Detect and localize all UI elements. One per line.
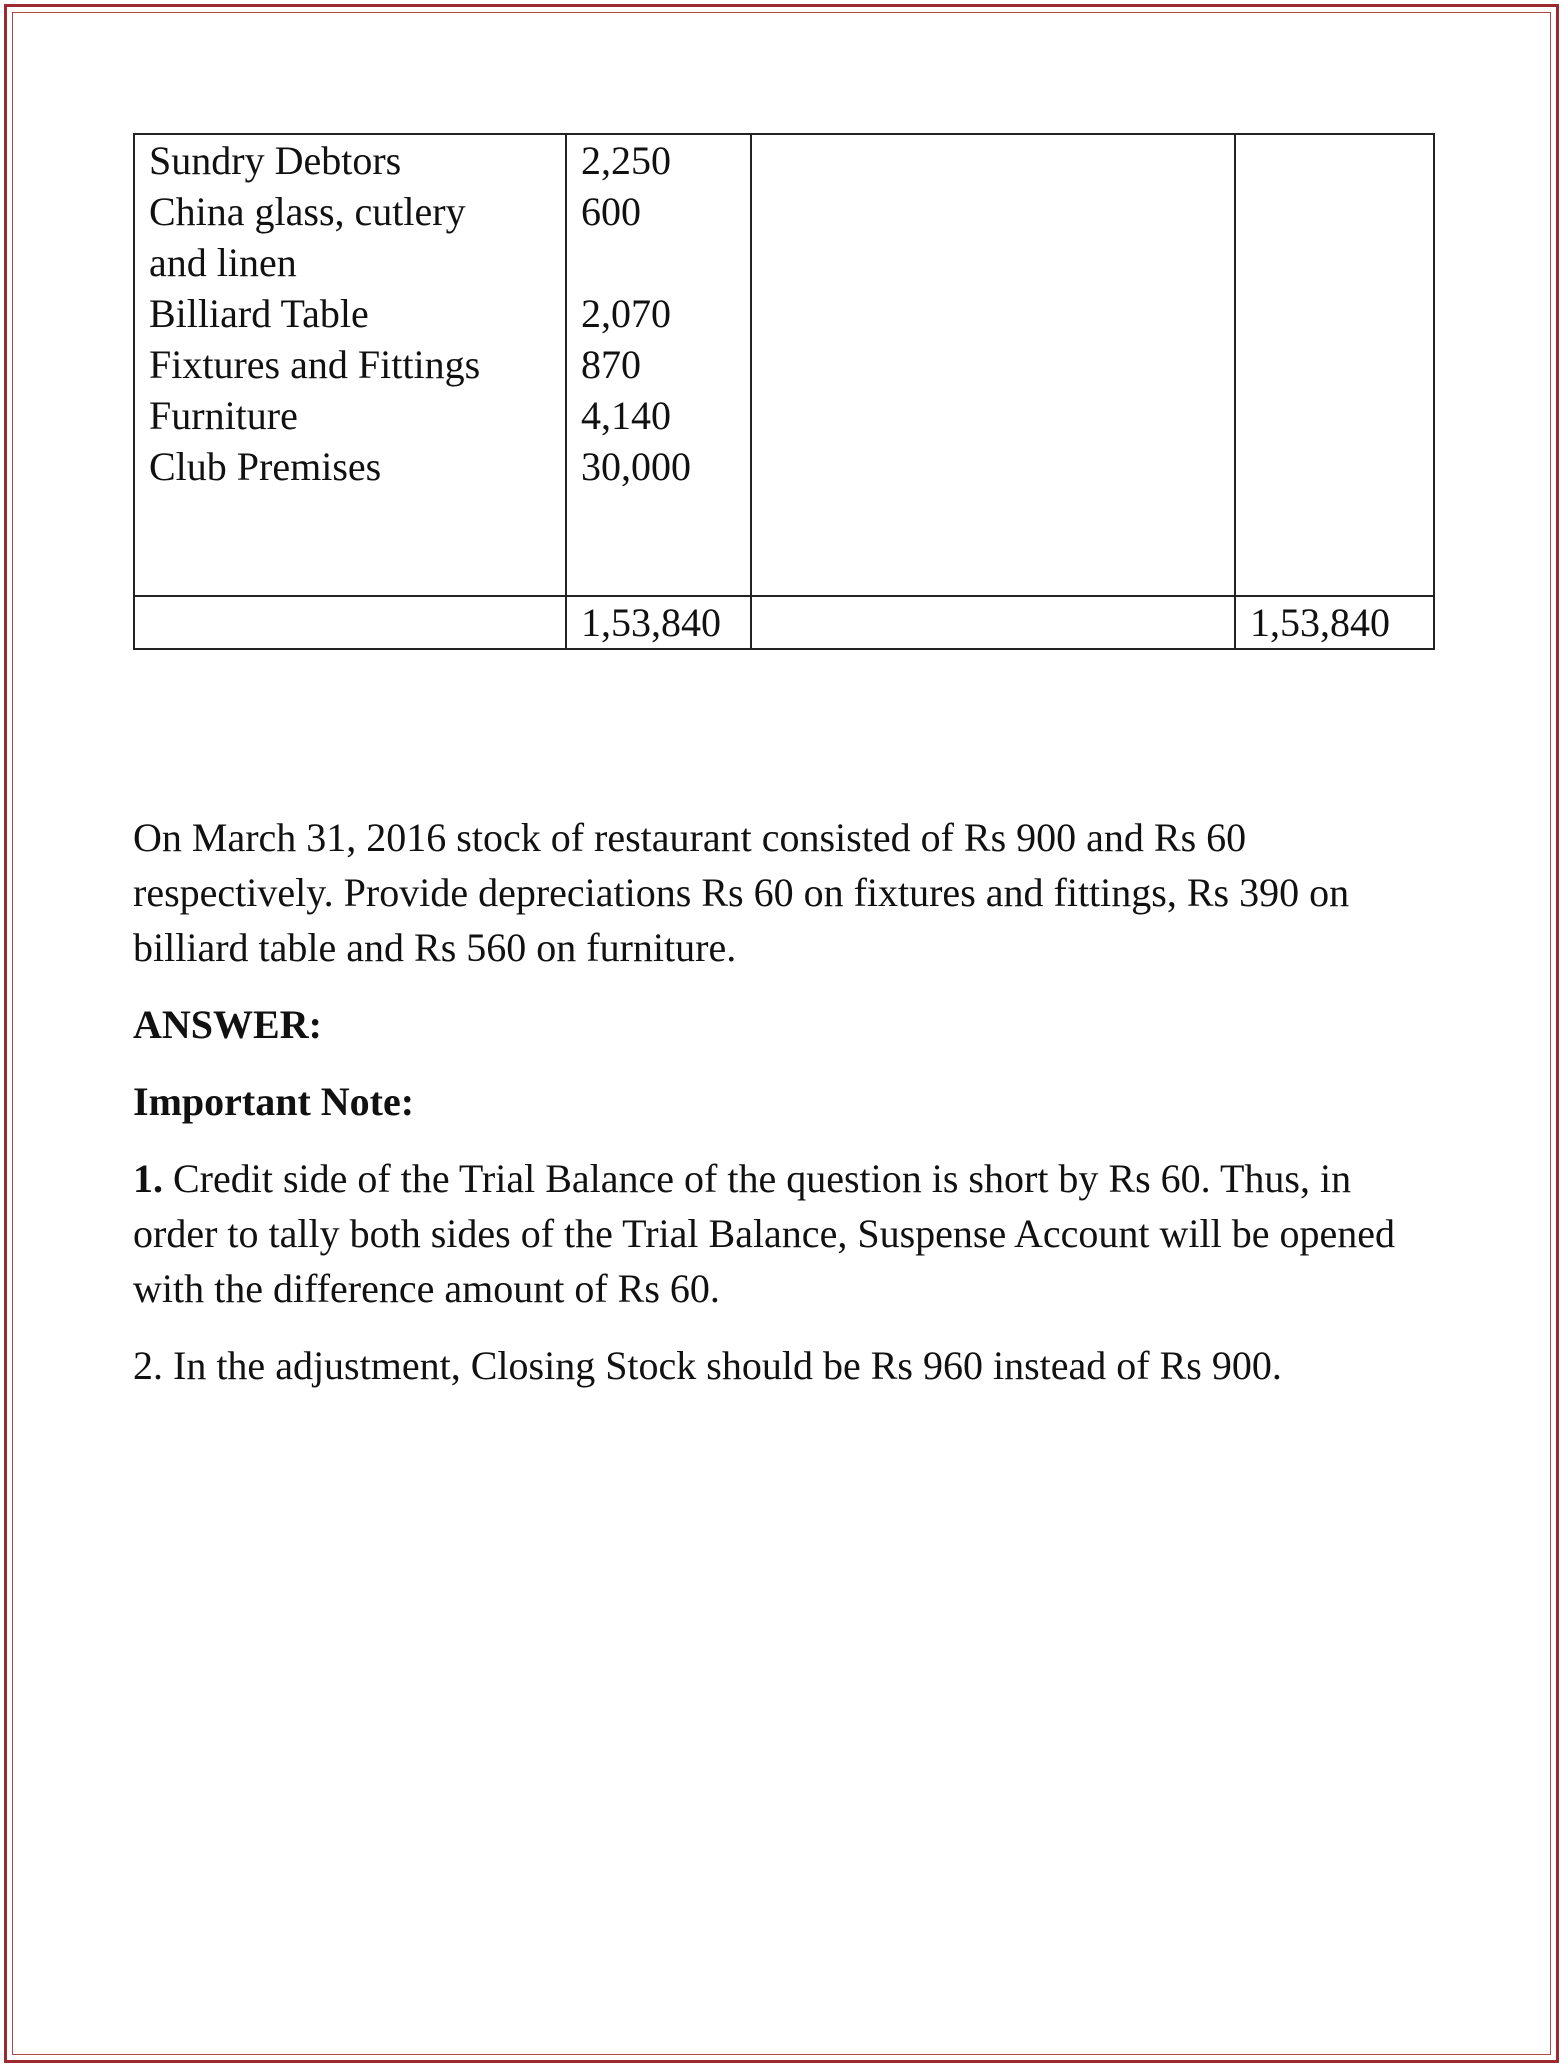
trial-balance-total-row: [134, 596, 1434, 649]
note-1-text: Credit side of the Trial Balance of the question is short by Rs 60. Thus, in order to tally both sides of the Trial Balance, Suspense Account will be opened with the difference amount of Rs 60.: [133, 1156, 1395, 1311]
note-2-text: In the adjustment, Closing Stock should be Rs 960 instead of Rs 900.: [163, 1343, 1282, 1388]
amount-club-premises: 30,000: [581, 444, 691, 489]
adjustment-paragraph: On March 31, 2016 stock of restaurant consisted of Rs 900 and Rs 60 respectively. Provide depreciations Rs 60 on fixtures and fittings, Rs 390 on billiard table and Rs 560 on furniture.: [133, 815, 1350, 970]
credit-amount-cell: [1235, 134, 1434, 596]
amount-sundry-debtors: 2,250: [581, 138, 671, 183]
particular-fixtures-fittings: Fixtures and Fittings: [149, 342, 481, 387]
trial-balance-body-row: [134, 134, 1434, 596]
page-content: [133, 133, 1433, 1393]
note-2: [133, 1338, 1433, 1393]
amount-furniture: 4,140: [581, 393, 671, 438]
particular-club-premises: Club Premises: [149, 444, 382, 489]
particular-china-glass: China glass, cutlery: [149, 189, 466, 234]
credit-particulars-cell: [751, 134, 1235, 596]
amount-china-glass: 600: [581, 189, 641, 234]
answer-heading: ANSWER:: [133, 1002, 322, 1047]
particular-furniture: Furniture: [149, 393, 298, 438]
note-2-number: 2.: [133, 1343, 163, 1388]
particulars-cell: [134, 134, 566, 596]
particular-billiard-table: Billiard Table: [149, 291, 369, 336]
debit-amount-cell: [566, 134, 751, 596]
particular-sundry-debtors: Sundry Debtors: [149, 138, 402, 183]
note-1: [133, 1151, 1433, 1316]
total-debit-cell: 1,53,840: [566, 596, 751, 649]
amount-fixtures-fittings: 870: [581, 342, 641, 387]
total-label-cell: [134, 596, 566, 649]
particular-china-glass-cont: and linen: [149, 240, 297, 285]
important-note-heading: Important Note:: [133, 1079, 415, 1124]
note-1-number: 1.: [133, 1156, 163, 1201]
amount-spacer: [581, 237, 750, 288]
trial-balance-table: [133, 133, 1435, 650]
total-credit-particulars-cell: [751, 596, 1235, 649]
amount-billiard-table: 2,070: [581, 291, 671, 336]
total-credit-cell: 1,53,840: [1235, 596, 1434, 649]
